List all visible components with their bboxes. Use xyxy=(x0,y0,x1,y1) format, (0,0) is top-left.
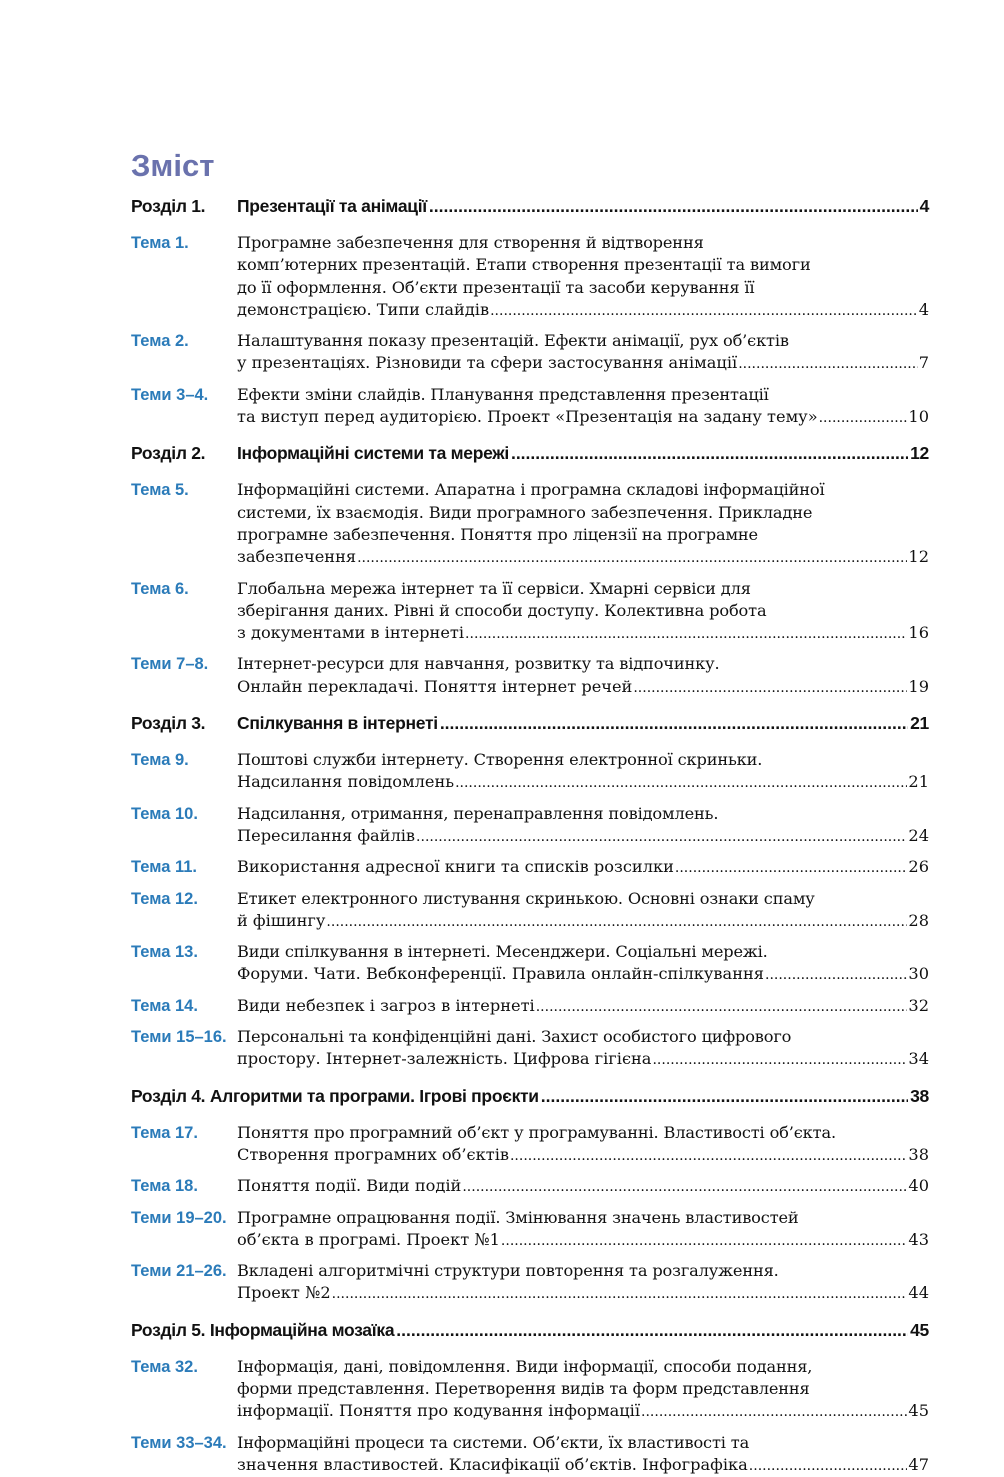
topic-page: 30 xyxy=(908,964,929,984)
topic-last-line xyxy=(237,1048,929,1071)
topic-line: Інтернет-ресурси для навчання, розвитку та відпочинку. xyxy=(237,654,720,674)
topic-last-line xyxy=(237,1454,929,1477)
toc-entry xyxy=(131,578,929,646)
leader-dots xyxy=(511,443,908,464)
topic-line: Пересилання файлів xyxy=(237,825,416,845)
topic-line: забезпечення xyxy=(237,547,357,567)
topic-label: Тема 14. xyxy=(131,996,198,1015)
topic-last-line xyxy=(237,910,929,933)
topic-line: Види небезпек і загроз в інтернеті xyxy=(237,995,535,1015)
topic-line: Вкладені алгоритмічні структури повторення та розгалуження. xyxy=(237,1261,779,1281)
topic-label: Теми 15–16. xyxy=(131,1028,227,1047)
leader-dots xyxy=(357,547,907,569)
leader-dots xyxy=(465,623,907,645)
topic-line: Надсилання повідомлень xyxy=(237,772,455,792)
topic-label: Тема 2. xyxy=(131,332,189,351)
topic-line: Налаштування показу презентацій. Ефекти анімації, рух об’єктів xyxy=(237,331,789,351)
section-number: Розділ 2. xyxy=(131,443,206,464)
section-line xyxy=(131,1320,929,1341)
topic-body xyxy=(237,1260,929,1306)
toc-list xyxy=(131,196,929,1477)
topic-body xyxy=(237,995,929,1018)
leader-dots xyxy=(501,1230,907,1252)
topic-line: й фішингу xyxy=(237,910,326,930)
section-page: 4 xyxy=(919,196,929,216)
topic-last-line xyxy=(237,676,929,699)
toc-entry xyxy=(131,1207,929,1253)
leader-dots xyxy=(429,196,918,217)
topic-page: 4 xyxy=(918,299,929,319)
leader-dots xyxy=(541,1086,908,1107)
topic-body xyxy=(237,1175,929,1198)
table-of-contents xyxy=(131,148,929,1477)
topic-page: 38 xyxy=(908,1144,929,1164)
topic-line: Інформаційні процеси та системи. Об’єкти, їх властивості та xyxy=(237,1432,750,1452)
toc-entry xyxy=(131,1260,929,1306)
topic-body xyxy=(237,330,929,376)
topic-last-line xyxy=(237,963,929,986)
topic-page: 44 xyxy=(908,1283,929,1303)
leader-dots xyxy=(641,1401,907,1423)
leader-dots xyxy=(326,911,907,933)
section-title: Інформаційна мозаїка xyxy=(209,1319,395,1340)
topic-label: Тема 12. xyxy=(131,889,198,908)
topic-line: значення властивостей. Класифікації об’єктів. Інфографіка xyxy=(237,1454,748,1474)
topic-page: 34 xyxy=(908,1049,929,1069)
toc-entry xyxy=(131,749,929,795)
topic-label: Тема 5. xyxy=(131,481,189,500)
topic-body xyxy=(237,479,929,569)
topic-line: демонстрацією. Типи слайдів xyxy=(237,299,490,319)
leader-dots xyxy=(510,1145,907,1167)
topic-body xyxy=(237,856,929,879)
topic-line: Використання адресної книги та списків розсилки xyxy=(237,857,674,877)
topic-line: Персональні та конфіденційні дані. Захист особистого цифрового xyxy=(237,1027,792,1047)
topic-line: у презентаціях. Різновиди та сфери застосування анімації xyxy=(237,353,738,373)
section-number: Розділ 3. xyxy=(131,713,206,734)
leader-dots xyxy=(455,772,907,794)
section-heading xyxy=(131,1320,929,1342)
topic-line: комп’ютерних презентацій. Етапи створення презентації та вимоги xyxy=(237,255,811,275)
topic-label: Тема 10. xyxy=(131,804,198,823)
topic-line: Інформація, дані, повідомлення. Види інформації, способи подання, xyxy=(237,1356,813,1376)
topic-label: Теми 7–8. xyxy=(131,655,209,674)
section-page: 45 xyxy=(910,1319,929,1340)
topic-page: 16 xyxy=(908,623,929,643)
section-heading xyxy=(131,196,929,218)
topic-last-line xyxy=(237,995,929,1018)
topic-last-line xyxy=(237,1175,929,1198)
topic-line: до її оформлення. Об’єкти презентації та засоби керування її xyxy=(237,277,755,297)
topic-label: Тема 18. xyxy=(131,1177,198,1196)
section-title: Презентації та анімації xyxy=(237,196,427,216)
section-number: Розділ 4. xyxy=(131,1085,210,1106)
topic-last-line xyxy=(237,1229,929,1252)
topic-last-line xyxy=(237,825,929,848)
toc-entry xyxy=(131,384,929,430)
topic-line: та виступ перед аудиторією. Проект «Презентація на задану тему» xyxy=(237,407,818,427)
topic-page: 7 xyxy=(918,353,929,373)
leader-dots xyxy=(396,1320,908,1341)
topic-label: Теми 3–4. xyxy=(131,385,209,404)
topic-line: Онлайн перекладачі. Поняття інтернет речей xyxy=(237,676,633,696)
topic-body xyxy=(237,1432,929,1477)
topic-body xyxy=(237,749,929,795)
topic-page: 21 xyxy=(908,772,929,792)
topic-last-line xyxy=(237,1282,929,1305)
topic-page: 43 xyxy=(908,1229,929,1249)
toc-entry xyxy=(131,232,929,322)
topic-line: Проект №2 xyxy=(237,1283,331,1303)
topic-line: Ефекти зміни слайдів. Планування представлення презентації xyxy=(237,384,769,404)
topic-label: Тема 11. xyxy=(131,858,197,877)
toc-entry xyxy=(131,1026,929,1072)
topic-page: 24 xyxy=(908,825,929,845)
toc-entry xyxy=(131,803,929,849)
topic-line: інформації. Поняття про кодування інформації xyxy=(237,1401,641,1421)
topic-last-line xyxy=(237,1144,929,1167)
topic-page: 12 xyxy=(908,547,929,567)
topic-line: Програмне забезпечення для створення й відтворення xyxy=(237,233,704,252)
toc-entry xyxy=(131,856,929,879)
topic-body xyxy=(237,941,929,987)
leader-dots xyxy=(749,1455,908,1477)
leader-dots xyxy=(416,826,907,848)
section-heading xyxy=(131,713,929,735)
toc-entry xyxy=(131,888,929,934)
toc-entry xyxy=(131,995,929,1018)
toc-entry xyxy=(131,1356,929,1424)
topic-page: 28 xyxy=(908,910,929,930)
topic-last-line xyxy=(237,1400,929,1423)
topic-body xyxy=(237,1026,929,1072)
topic-body xyxy=(237,384,929,430)
leader-dots xyxy=(652,1049,907,1071)
toc-entry xyxy=(131,1432,929,1477)
topic-line: Етикет електронного листування скринькою. Основні ознаки спаму xyxy=(237,888,815,908)
topic-label: Тема 1. xyxy=(131,234,189,252)
topic-label: Теми 19–20. xyxy=(131,1208,227,1227)
topic-line: Поштові служби інтернету. Створення електронної скриньки. xyxy=(237,750,763,770)
topic-label: Тема 13. xyxy=(131,943,198,962)
topic-body xyxy=(237,1356,929,1424)
topic-page: 45 xyxy=(908,1401,929,1421)
leader-dots xyxy=(738,353,918,375)
section-line xyxy=(237,713,929,734)
leader-dots xyxy=(440,713,908,734)
topic-page: 40 xyxy=(908,1176,929,1196)
topic-last-line xyxy=(237,352,929,375)
section-heading xyxy=(131,1086,929,1108)
topic-page: 32 xyxy=(908,995,929,1015)
section-heading xyxy=(131,443,929,465)
leader-dots xyxy=(490,300,918,322)
section-number: Розділ 1. xyxy=(131,196,206,216)
topic-last-line xyxy=(237,406,929,429)
topic-line: Інформаційні системи. Апаратна і програмна складові інформаційної xyxy=(237,480,825,500)
leader-dots xyxy=(462,1176,907,1198)
topic-last-line xyxy=(237,771,929,794)
topic-line: форми представлення. Перетворення видів та форм представлення xyxy=(237,1378,810,1398)
leader-dots xyxy=(332,1283,908,1305)
topic-label: Тема 17. xyxy=(131,1123,198,1142)
topic-body xyxy=(237,232,929,322)
topic-last-line xyxy=(237,856,929,879)
topic-label: Тема 9. xyxy=(131,751,189,770)
topic-body xyxy=(237,1122,929,1168)
topic-page: 19 xyxy=(908,676,929,696)
topic-last-line xyxy=(237,299,929,322)
topic-page: 10 xyxy=(908,407,929,427)
section-number: Розділ 5. xyxy=(131,1319,210,1340)
topic-line: об’єкта в програмі. Проект №1 xyxy=(237,1229,500,1249)
topic-last-line xyxy=(237,546,929,569)
topic-line: системи, їх взаємодія. Види програмного забезпечення. Прикладне xyxy=(237,502,813,522)
leader-dots xyxy=(675,857,907,879)
topic-label: Теми 33–34. xyxy=(131,1433,227,1452)
topic-line: простору. Інтернет-залежність. Цифрова гігієна xyxy=(237,1049,652,1069)
section-title: Алгоритми та програми. Ігрові проєкти xyxy=(209,1085,539,1106)
topic-line: зберігання даних. Рівні й способи доступу. Колективна робота xyxy=(237,600,767,620)
toc-entry xyxy=(131,330,929,376)
section-title: Інформаційні системи та мережі xyxy=(237,443,509,464)
topic-body xyxy=(237,578,929,646)
section-title: Спілкування в інтернеті xyxy=(237,713,438,734)
topic-line: Поняття про програмний об’єкт у програмуванні. Властивості об’єкта. xyxy=(237,1122,836,1142)
topic-line: з документами в інтернеті xyxy=(237,623,465,643)
topic-body xyxy=(237,1207,929,1253)
section-line xyxy=(131,1086,929,1107)
topic-page: 26 xyxy=(908,857,929,877)
section-page: 21 xyxy=(910,713,929,734)
section-line xyxy=(237,196,929,217)
topic-line: Форуми. Чати. Вебконференції. Правила онлайн-спілкування xyxy=(237,964,764,984)
topic-line: Глобальна мережа інтернет та її сервіси. Хмарні сервіси для xyxy=(237,578,751,598)
topic-label: Тема 6. xyxy=(131,579,189,598)
section-page: 38 xyxy=(910,1085,929,1106)
leader-dots xyxy=(633,677,907,699)
section-line xyxy=(237,443,929,464)
topic-line: Поняття події. Види подій xyxy=(237,1176,462,1196)
topic-line: Види спілкування в інтернеті. Месенджери. Соціальні мережі. xyxy=(237,942,768,962)
topic-label: Тема 32. xyxy=(131,1357,198,1376)
leader-dots xyxy=(765,964,907,986)
topic-body xyxy=(237,653,929,699)
topic-last-line xyxy=(237,622,929,645)
toc-entry xyxy=(131,1175,929,1198)
toc-entry xyxy=(131,479,929,569)
leader-dots xyxy=(536,996,908,1018)
topic-line: Створення програмних об’єктів xyxy=(237,1144,509,1164)
topic-line: Надсилання, отримання, перенаправлення повідомлень. xyxy=(237,803,719,823)
topic-page: 47 xyxy=(908,1454,929,1474)
topic-body xyxy=(237,888,929,934)
topic-line: програмне забезпечення. Поняття про ліцензії на програмне xyxy=(237,524,758,544)
toc-entry xyxy=(131,653,929,699)
page-title: Зміст xyxy=(131,148,215,183)
toc-entry xyxy=(131,941,929,987)
topic-line: Програмне опрацювання події. Змінювання значень властивостей xyxy=(237,1207,799,1227)
topic-label: Теми 21–26. xyxy=(131,1262,227,1281)
topic-body xyxy=(237,803,929,849)
section-page: 12 xyxy=(910,443,929,464)
leader-dots xyxy=(819,407,908,429)
toc-entry xyxy=(131,1122,929,1168)
